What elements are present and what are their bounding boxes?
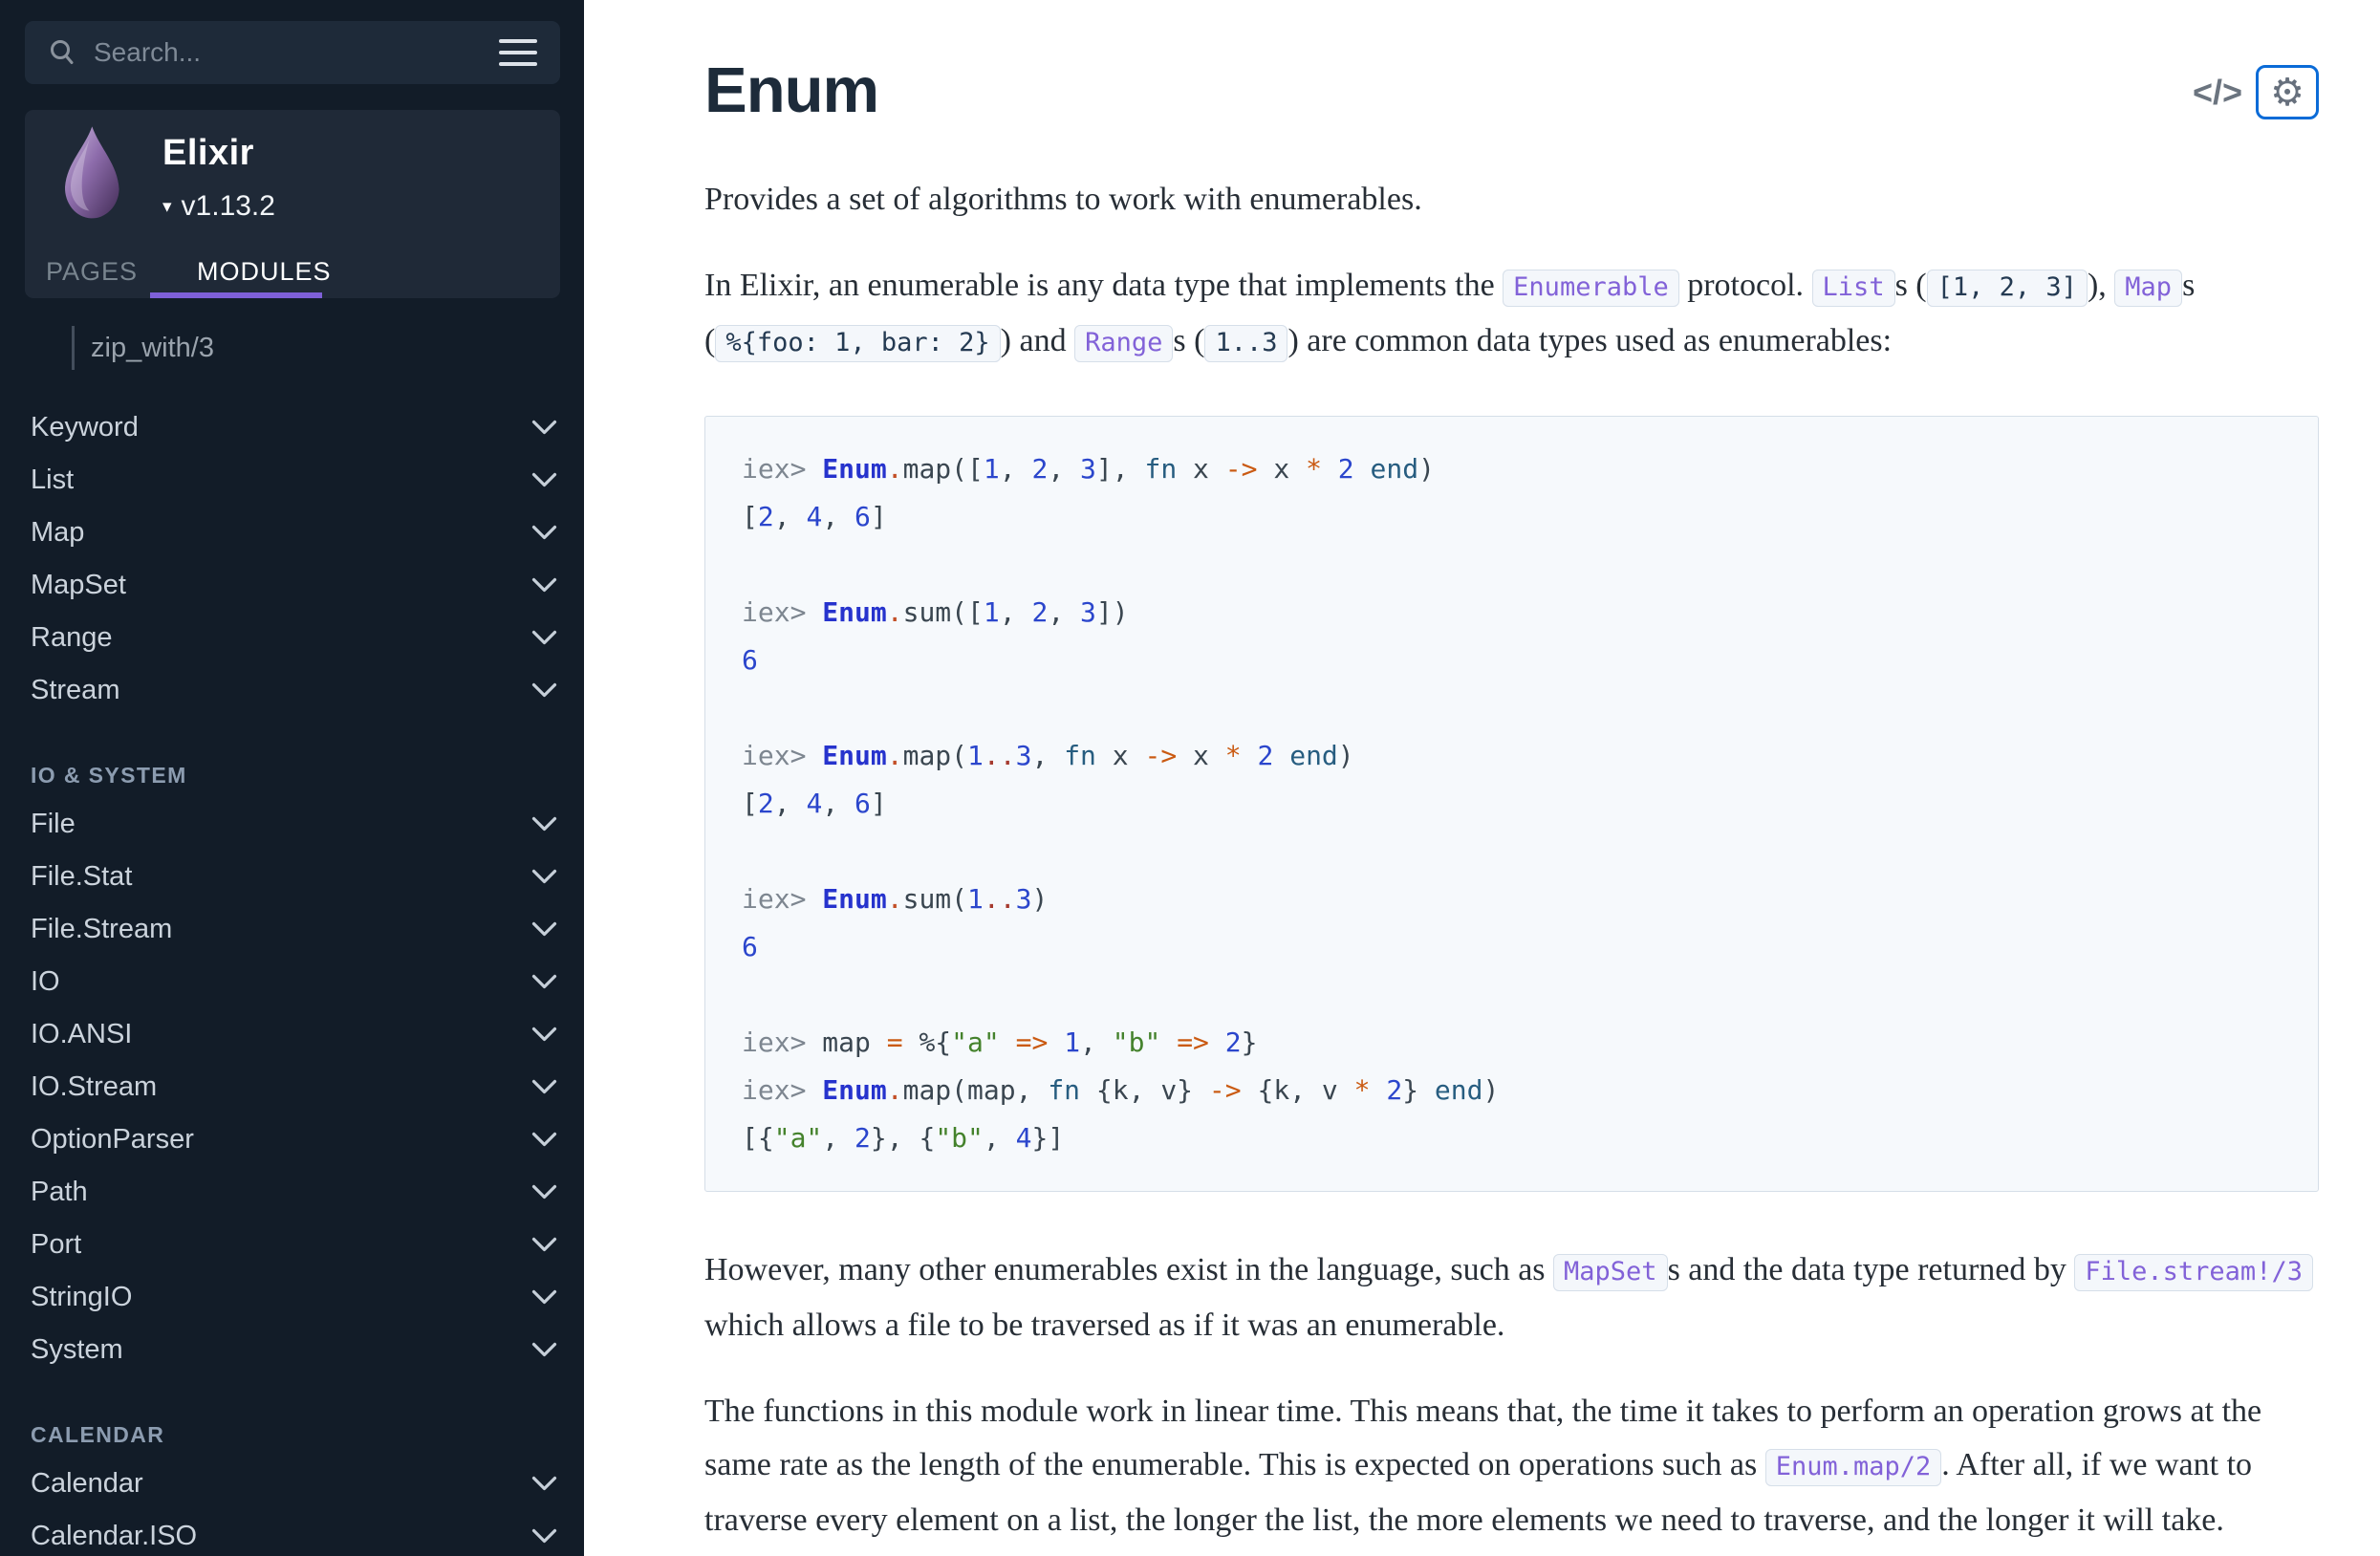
sidebar-tabs	[46, 257, 332, 287]
indent-guide	[72, 326, 75, 370]
sidebar-item-file-stream[interactable]	[0, 903, 584, 956]
sidebar-item-label: System	[31, 1334, 123, 1365]
code-token: "b"	[935, 1122, 984, 1154]
code-token: 1	[967, 883, 984, 915]
code-line	[742, 541, 2282, 589]
code-token: ,	[1048, 596, 1081, 628]
search-input[interactable]	[94, 37, 482, 68]
code-token: ,	[773, 788, 807, 819]
code-token: )	[1337, 740, 1354, 771]
code-token: ..	[983, 740, 1016, 771]
chevron-down-icon	[531, 869, 557, 885]
chevron-down-icon	[531, 1237, 557, 1253]
page-title: Enum	[704, 54, 879, 126]
project-name: Elixir	[162, 133, 254, 173]
version-selector[interactable]	[162, 190, 275, 223]
code-token: ,	[999, 596, 1032, 628]
code-line	[742, 780, 2282, 828]
intro-paragraph: Provides a set of algorithms to work with enumerables.	[704, 182, 1422, 217]
code-token: 4	[1015, 1122, 1032, 1154]
code-token: ->	[1224, 453, 1258, 485]
search-icon	[48, 38, 76, 67]
code-token: fn	[1144, 453, 1178, 485]
sidebar-item-stream[interactable]	[0, 664, 584, 717]
sidebar-item-system[interactable]	[0, 1324, 584, 1376]
however-paragraph	[704, 1243, 2319, 1352]
code-token: 6	[742, 644, 758, 676]
code-token: )	[1031, 883, 1049, 915]
code-token: x	[1257, 453, 1307, 485]
code-token: .	[886, 453, 903, 485]
text-run: protocol.	[1678, 268, 1812, 303]
code-token: Enum	[822, 883, 887, 915]
code-token: Enum	[822, 596, 887, 628]
code-token: ->	[1208, 1074, 1242, 1106]
page-actions	[2193, 65, 2319, 119]
inline-code-link[interactable]: Enumerable	[1503, 270, 1679, 307]
code-token: .	[886, 883, 903, 915]
elixir-logo	[59, 125, 122, 221]
sidebar-item-calendar-iso[interactable]	[0, 1510, 584, 1556]
code-token: 2	[1257, 740, 1274, 771]
code-token: .	[886, 1074, 903, 1106]
text-run: ),	[2087, 268, 2115, 303]
chevron-down-icon	[531, 1342, 557, 1358]
sidebar-module-list	[0, 401, 584, 1556]
chevron-down-icon	[531, 682, 557, 699]
sidebar-item-port[interactable]	[0, 1219, 584, 1271]
title-row	[704, 54, 2319, 127]
code-token	[1242, 740, 1258, 771]
version-dropdown-caret: ▾	[162, 196, 172, 217]
code-token: 2	[1386, 1074, 1403, 1106]
chevron-down-icon	[531, 1132, 557, 1148]
code-token: =>	[1177, 1027, 1209, 1058]
code-token: 1	[1064, 1027, 1081, 1058]
sidebar-item-label: StringIO	[31, 1282, 133, 1312]
code-line	[742, 589, 2282, 637]
code-token: x	[1095, 740, 1145, 771]
code-token: 2	[757, 501, 774, 532]
sidebar-item-list[interactable]	[0, 454, 584, 507]
code-token: 2	[1337, 453, 1354, 485]
code-token: }]	[1031, 1122, 1065, 1154]
sidebar-item-calendar[interactable]	[0, 1458, 584, 1510]
sidebar-item-label: Keyword	[31, 412, 139, 443]
code-token: "a"	[951, 1027, 1000, 1058]
sidebar-item-label: Stream	[31, 675, 120, 705]
code-token	[1000, 1027, 1016, 1058]
settings-button[interactable]	[2256, 65, 2319, 119]
code-token: *	[1353, 1074, 1371, 1106]
sidebar-item-label: List	[31, 465, 75, 495]
text-run: which allows a file to be traversed as if it was an enumerable.	[704, 1307, 1505, 1343]
code-token: 1	[983, 453, 1000, 485]
code-token: 1	[967, 740, 984, 771]
version-label: v1.13.2	[181, 190, 275, 222]
code-token: map([	[902, 453, 984, 485]
view-source-icon[interactable]: </>	[2192, 72, 2242, 112]
code-token: 4	[806, 788, 823, 819]
tab-modules[interactable]: MODULES	[197, 257, 332, 286]
chevron-down-icon	[531, 420, 557, 436]
gear-icon: ⚙	[2270, 70, 2304, 115]
code-token: iex>	[742, 453, 823, 485]
code-token: }, {	[870, 1122, 936, 1154]
chevron-down-icon	[531, 1184, 557, 1200]
code-lines	[742, 445, 2282, 1162]
code-token: =	[886, 1027, 903, 1058]
code-token: end	[1289, 740, 1338, 771]
code-token: 1	[983, 596, 1000, 628]
code-token: iex>	[742, 883, 823, 915]
code-token: map(map,	[902, 1074, 1049, 1106]
inline-code-link[interactable]: Range	[1074, 325, 1173, 362]
code-token: *	[1306, 453, 1322, 485]
sidebar-item-label: IO.Stream	[31, 1071, 158, 1102]
code-token: Enum	[822, 740, 887, 771]
text-run: ) are common data types used as enumerables:	[1287, 323, 1893, 358]
linear-time-paragraph	[704, 1385, 2319, 1547]
chevron-down-icon	[531, 1476, 557, 1492]
code-line	[742, 971, 2282, 1019]
code-line	[742, 828, 2282, 875]
code-token: [	[742, 501, 758, 532]
sidebar-item-label: MapSet	[31, 570, 126, 600]
code-token: iex>	[742, 740, 823, 771]
inline-code: [1, 2, 3]	[1927, 270, 2088, 307]
code-token: )	[1418, 453, 1435, 485]
code-token: 3	[1080, 453, 1096, 485]
chevron-down-icon	[531, 1289, 557, 1306]
code-token	[1048, 1027, 1064, 1058]
text-run: However, many other enumerables exist in the language, such as	[704, 1252, 1554, 1287]
code-token: [	[742, 788, 758, 819]
code-token: 6	[855, 788, 871, 819]
chevron-down-icon	[531, 921, 557, 938]
code-token: 6	[742, 931, 758, 962]
sidebar-item-zip-with-3[interactable]	[0, 323, 584, 373]
code-line	[742, 1114, 2282, 1162]
code-token: =>	[1015, 1027, 1049, 1058]
sidebar	[0, 0, 584, 1556]
code-line	[742, 875, 2282, 923]
sidebar-item-label: Calendar.ISO	[31, 1521, 198, 1551]
code-token: Enum	[822, 453, 887, 485]
sidebar-item-label: File	[31, 809, 76, 839]
code-token: *	[1224, 740, 1242, 771]
chevron-down-icon	[531, 974, 557, 990]
code-token: map(	[902, 740, 968, 771]
code-line	[742, 684, 2282, 732]
code-token: }	[1402, 1074, 1435, 1106]
code-token: 2	[1031, 453, 1049, 485]
chevron-down-icon	[531, 630, 557, 646]
code-token: x	[1177, 740, 1225, 771]
code-token: }	[1241, 1027, 1258, 1058]
code-token: iex>	[742, 1074, 823, 1106]
code-line	[742, 1067, 2282, 1114]
sidebar-item-label: File.Stream	[31, 914, 173, 944]
sidebar-item-label: IO	[31, 966, 60, 997]
sidebar-section-header: CALENDAR	[31, 1422, 165, 1447]
sidebar-item-stringio[interactable]	[0, 1271, 584, 1324]
menu-icon[interactable]	[499, 39, 537, 66]
sidebar-item-label: IO.ANSI	[31, 1019, 133, 1049]
sidebar-item-file-stat[interactable]	[0, 851, 584, 903]
sidebar-item-keyword[interactable]	[0, 401, 584, 454]
code-token	[1322, 453, 1338, 485]
code-token: 3	[1080, 596, 1096, 628]
code-token: ,	[1080, 1027, 1113, 1058]
text-run: . After all, if we want to traverse every element on a list, the longer the list, the more elements we need to traverse, and the longer it will take.	[704, 1447, 2253, 1538]
sidebar-item-optionparser[interactable]	[0, 1113, 584, 1166]
code-line	[742, 445, 2282, 493]
active-tab-indicator	[150, 292, 322, 298]
code-token: 2	[855, 1122, 871, 1154]
sidebar-item-label: Port	[31, 1229, 82, 1260]
code-token: )	[1482, 1074, 1500, 1106]
code-token: iex>	[742, 596, 823, 628]
chevron-down-icon	[531, 1528, 557, 1545]
code-line	[742, 732, 2282, 780]
code-line	[742, 1019, 2282, 1067]
code-token: [{	[742, 1122, 774, 1154]
inline-code: %{foo: 1, bar: 2}	[715, 325, 1000, 362]
code-token: ..	[983, 883, 1016, 915]
code-token: ->	[1144, 740, 1178, 771]
code-token: {k, v	[1241, 1074, 1354, 1106]
sidebar-item-io[interactable]	[0, 956, 584, 1008]
sidebar-item-range[interactable]	[0, 612, 584, 664]
sidebar-item-map[interactable]	[0, 507, 584, 559]
sidebar-item-label: OptionParser	[31, 1124, 194, 1155]
code-token	[1273, 740, 1289, 771]
code-token: fn	[1048, 1074, 1081, 1106]
code-token: 2	[757, 788, 774, 819]
code-token: ,	[822, 501, 855, 532]
text-run: s and the data type returned by	[1667, 1252, 2075, 1287]
sidebar-item-label: Path	[31, 1177, 88, 1207]
code-token: ]	[870, 501, 887, 532]
sidebar-item-path[interactable]	[0, 1166, 584, 1219]
text-run: s (	[704, 268, 2196, 358]
code-token	[1160, 1027, 1177, 1058]
inline-code: 1..3	[1204, 325, 1287, 362]
code-token: 6	[855, 501, 871, 532]
enumerable-paragraph	[704, 259, 2319, 370]
inline-code-link[interactable]: MapSet	[1553, 1254, 1668, 1291]
sidebar-item-file[interactable]	[0, 798, 584, 851]
project-panel	[25, 110, 560, 298]
code-token: sum([	[902, 596, 984, 628]
code-token: %{	[902, 1027, 952, 1058]
inline-code-link[interactable]: Map	[2114, 270, 2182, 307]
code-token: 3	[1015, 740, 1032, 771]
code-token: "a"	[773, 1122, 823, 1154]
code-token: ]	[870, 788, 887, 819]
code-token: 2	[1224, 1027, 1242, 1058]
code-token: "b"	[1112, 1027, 1161, 1058]
code-token: x	[1177, 453, 1225, 485]
code-line	[742, 637, 2282, 684]
main-content	[584, 0, 2380, 1556]
inline-code-link[interactable]: File.stream!/3	[2074, 1254, 2313, 1291]
code-token: {k, v}	[1080, 1074, 1209, 1106]
code-example-block[interactable]	[704, 416, 2319, 1192]
code-token: .	[886, 740, 903, 771]
code-token: map	[822, 1027, 887, 1058]
code-token: iex>	[742, 1027, 823, 1058]
sidebar-item-mapset[interactable]	[0, 559, 584, 612]
code-token: ,	[1048, 453, 1081, 485]
code-token: end	[1434, 1074, 1483, 1106]
code-token: 4	[806, 501, 823, 532]
code-token: ,	[983, 1122, 1016, 1154]
code-token: 3	[1015, 883, 1032, 915]
tab-pages[interactable]: PAGES	[46, 257, 139, 286]
code-token	[1370, 1074, 1386, 1106]
code-token: ,	[1031, 740, 1065, 771]
sidebar-item-label: Map	[31, 517, 85, 548]
chevron-down-icon	[531, 816, 557, 832]
code-token: .	[886, 596, 903, 628]
code-token	[1354, 453, 1371, 485]
code-token: ,	[999, 453, 1032, 485]
inline-code-link[interactable]: List	[1812, 270, 1895, 307]
code-line	[742, 493, 2282, 541]
sidebar-item-label: zip_with/3	[91, 332, 214, 363]
code-token: ,	[773, 501, 807, 532]
sidebar-item-label: Calendar	[31, 1468, 143, 1499]
sidebar-item-io-stream[interactable]	[0, 1061, 584, 1113]
text-run: s (	[1173, 323, 1205, 358]
sidebar-section-header: IO & SYSTEM	[31, 763, 187, 788]
sidebar-item-label: Range	[31, 622, 113, 653]
code-token: ,	[822, 788, 855, 819]
code-token: 2	[1031, 596, 1049, 628]
code-token	[1209, 1027, 1225, 1058]
code-token: ,	[822, 1122, 855, 1154]
text-run: In Elixir, an enumerable is any data type that implements the	[704, 268, 1504, 303]
chevron-down-icon	[531, 1079, 557, 1095]
text-run: s (	[1894, 268, 1927, 303]
chevron-down-icon	[531, 577, 557, 594]
code-token: Enum	[822, 1074, 887, 1106]
code-token: ],	[1095, 453, 1145, 485]
chevron-down-icon	[531, 472, 557, 488]
sidebar-item-io-ansi[interactable]	[0, 1008, 584, 1061]
code-token: fn	[1064, 740, 1096, 771]
text-run: The functions in this module work in linear time. This means that, the time it takes to perform an operation grows at the same rate as the length of the enumerable. This is expected on operations such as	[704, 1394, 2262, 1482]
code-token: ])	[1095, 596, 1129, 628]
code-token: end	[1370, 453, 1419, 485]
text-run: ) and	[1000, 323, 1075, 358]
search-bar[interactable]	[25, 21, 560, 84]
sidebar-item-label: File.Stat	[31, 861, 133, 892]
chevron-down-icon	[531, 525, 557, 541]
inline-code-link[interactable]: Enum.map/2	[1765, 1449, 1942, 1486]
chevron-down-icon	[531, 1027, 557, 1043]
code-token: sum(	[902, 883, 968, 915]
code-line	[742, 923, 2282, 971]
